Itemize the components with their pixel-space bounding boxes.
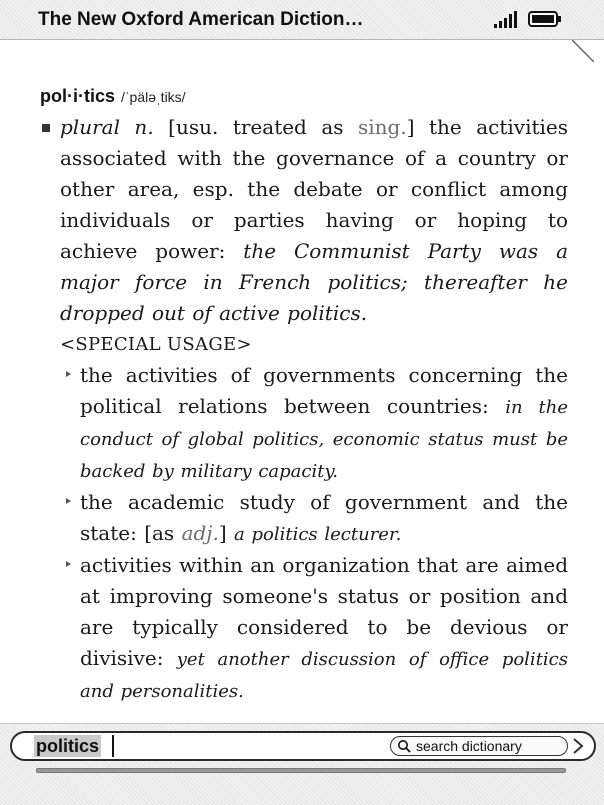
usage-label-word: sing. <box>358 115 407 139</box>
subsense-label-close: ] <box>218 521 227 545</box>
pronunciation: /ˈpäləˌtiks/ <box>121 89 186 105</box>
search-dictionary-label: search dictionary <box>416 738 522 754</box>
sense-bullet-icon <box>42 124 50 132</box>
reading-progress-bar <box>36 768 566 773</box>
battery-icon <box>528 10 562 28</box>
subsense-example: in the conduct of global politics, economic status must be backed by military capacity. <box>80 397 568 482</box>
lookup-query[interactable]: politics <box>36 736 100 756</box>
sense-main <box>40 112 568 329</box>
reading-progress-fill <box>37 769 565 772</box>
subsense-bullet-icon <box>66 498 71 504</box>
subsense-bullet-icon <box>66 561 71 567</box>
example: the Communist Party was a major force in French politics; thereafter he dropped out of active politics. <box>60 239 568 325</box>
usage-label-open: [usu. treated as <box>168 115 358 139</box>
dictionary-entry <box>40 86 568 707</box>
search-dictionary-button[interactable] <box>390 736 568 756</box>
subsense <box>40 550 568 707</box>
arrow-right-icon[interactable] <box>571 737 585 755</box>
usage-label-close: ] <box>406 115 415 139</box>
status-bar <box>0 0 604 40</box>
subsense-label-open: [as <box>144 521 175 545</box>
signal-strength-icon <box>492 9 518 29</box>
subsense-definition: the academic study of government and the state: <box>80 490 568 545</box>
headword: pol·i·tics <box>40 86 115 106</box>
lookup-input[interactable] <box>10 731 596 761</box>
subsense-label: adj. <box>181 521 219 545</box>
part-of-speech: plural n. <box>60 115 154 139</box>
lookup-bar <box>0 723 604 805</box>
subsense-definition: activities within an organization that are aimed at improving someone's status or position and are typically considered to be devious or divisive: <box>80 553 568 670</box>
special-usage-heading: <SPECIAL USAGE> <box>60 334 252 355</box>
subsense-bullet-icon <box>66 371 71 377</box>
text-cursor <box>112 735 114 757</box>
definition: the activities associated with the governance of a country or other area, esp. the debate or conflict among individuals or parties having or hoping to achieve power: <box>60 115 569 263</box>
book-title: The New Oxford American Diction… <box>38 9 364 30</box>
search-icon <box>397 739 411 753</box>
headword-line <box>40 86 568 112</box>
subsense <box>40 487 568 550</box>
dictionary-page <box>0 40 604 723</box>
subsense-definition: the activities of governments concerning the political relations between countries: <box>80 363 568 418</box>
subsense-example: a politics lecturer. <box>234 524 402 545</box>
subsense-example: yet another discussion of office politics and personalities. <box>80 649 568 702</box>
subsense <box>40 360 568 487</box>
dog-ear-icon <box>572 40 594 62</box>
